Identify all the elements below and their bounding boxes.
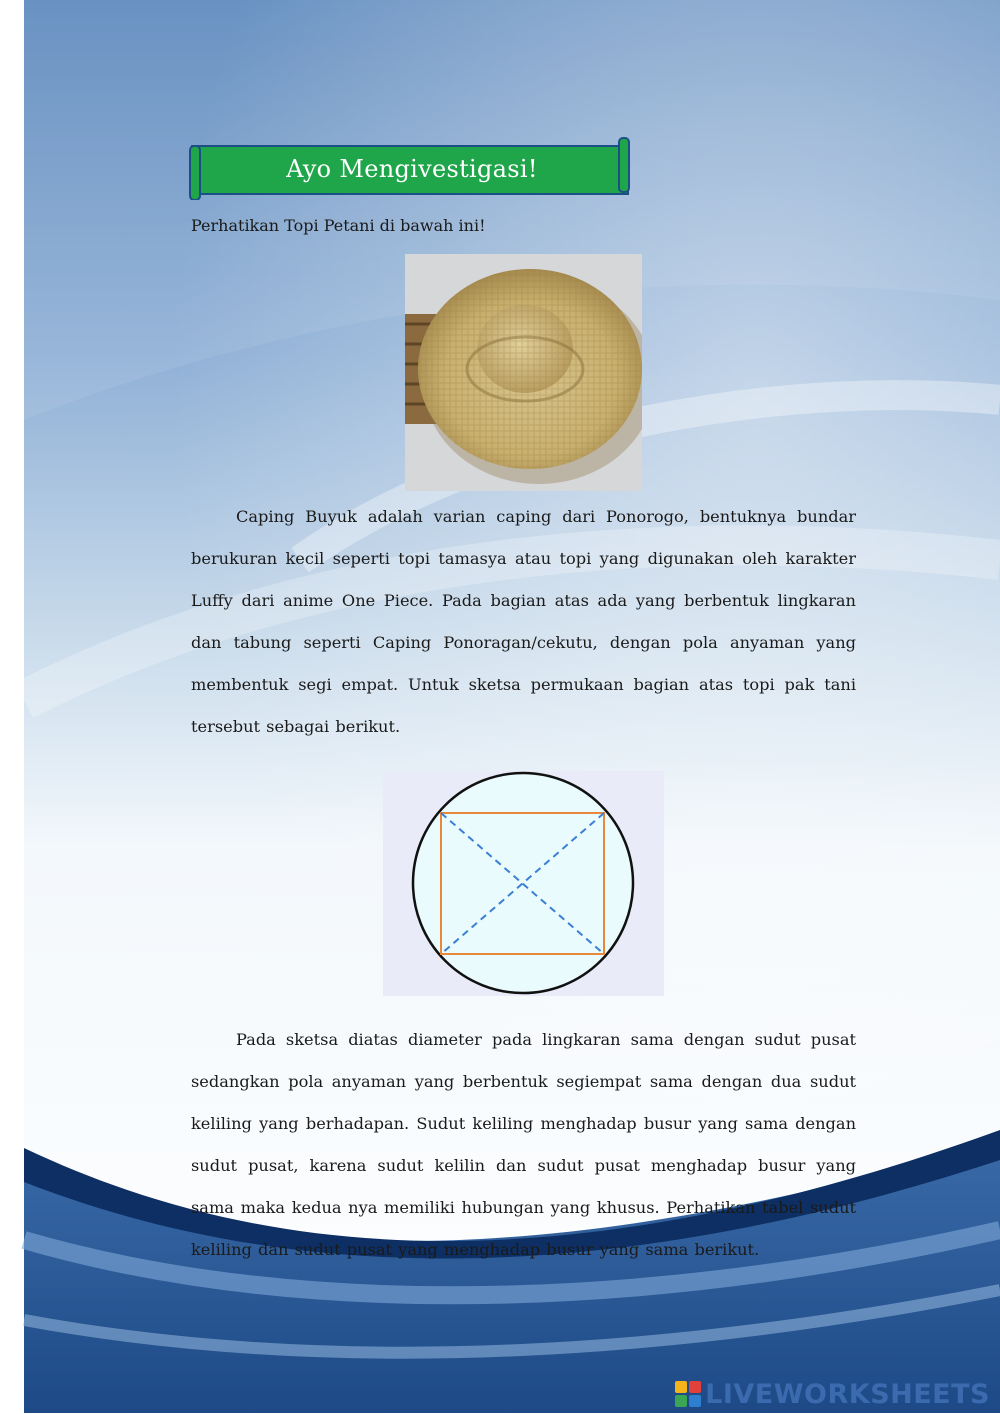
straw-hat-photo	[405, 254, 642, 491]
paragraph-sudut: Pada sketsa diatas diameter pada lingkaran sama dengan sudut pusat sedangkan pola anyaman yang berbentuk segiempat sama dengan dua sudut keliling yang berhadapan. Sudut keliling menghadap busur yang sama dengan sudut pusat, karena sudut kelilin dan sudut pusat menghadap busur yang sama maka kedua nya memiliki hubungan yang khusus. Perhatikan tabel sudut keliling dan sudut pusat yang menghadap busur yang sama berikut.	[191, 1030, 856, 1259]
intro-text: Perhatikan Topi Petani di bawah ini!	[191, 216, 486, 235]
liveworksheets-watermark	[675, 1374, 990, 1414]
paragraph-caping: Caping Buyuk adalah varian caping dari Ponorogo, bentuknya bundar berukuran kecil seperti topi tamasya atau topi yang digunakan oleh karakter Luffy dari anime One Piece. Pada bagian atas ada yang berbentuk lingkaran dan tabung seperti Caping Ponoragan/cekutu, dengan pola anyaman yang membentuk segi empat. Untuk sketsa permukaan bagian atas topi pak tani tersebut sebagai berikut.	[191, 507, 856, 736]
banner-title: Ayo Mengivestigasi!	[286, 155, 538, 183]
watermark-text: LIVEWORKSHEETS	[705, 1378, 990, 1410]
liveworksheets-logo-icon	[675, 1381, 701, 1407]
circle-square-sketch	[383, 771, 664, 996]
